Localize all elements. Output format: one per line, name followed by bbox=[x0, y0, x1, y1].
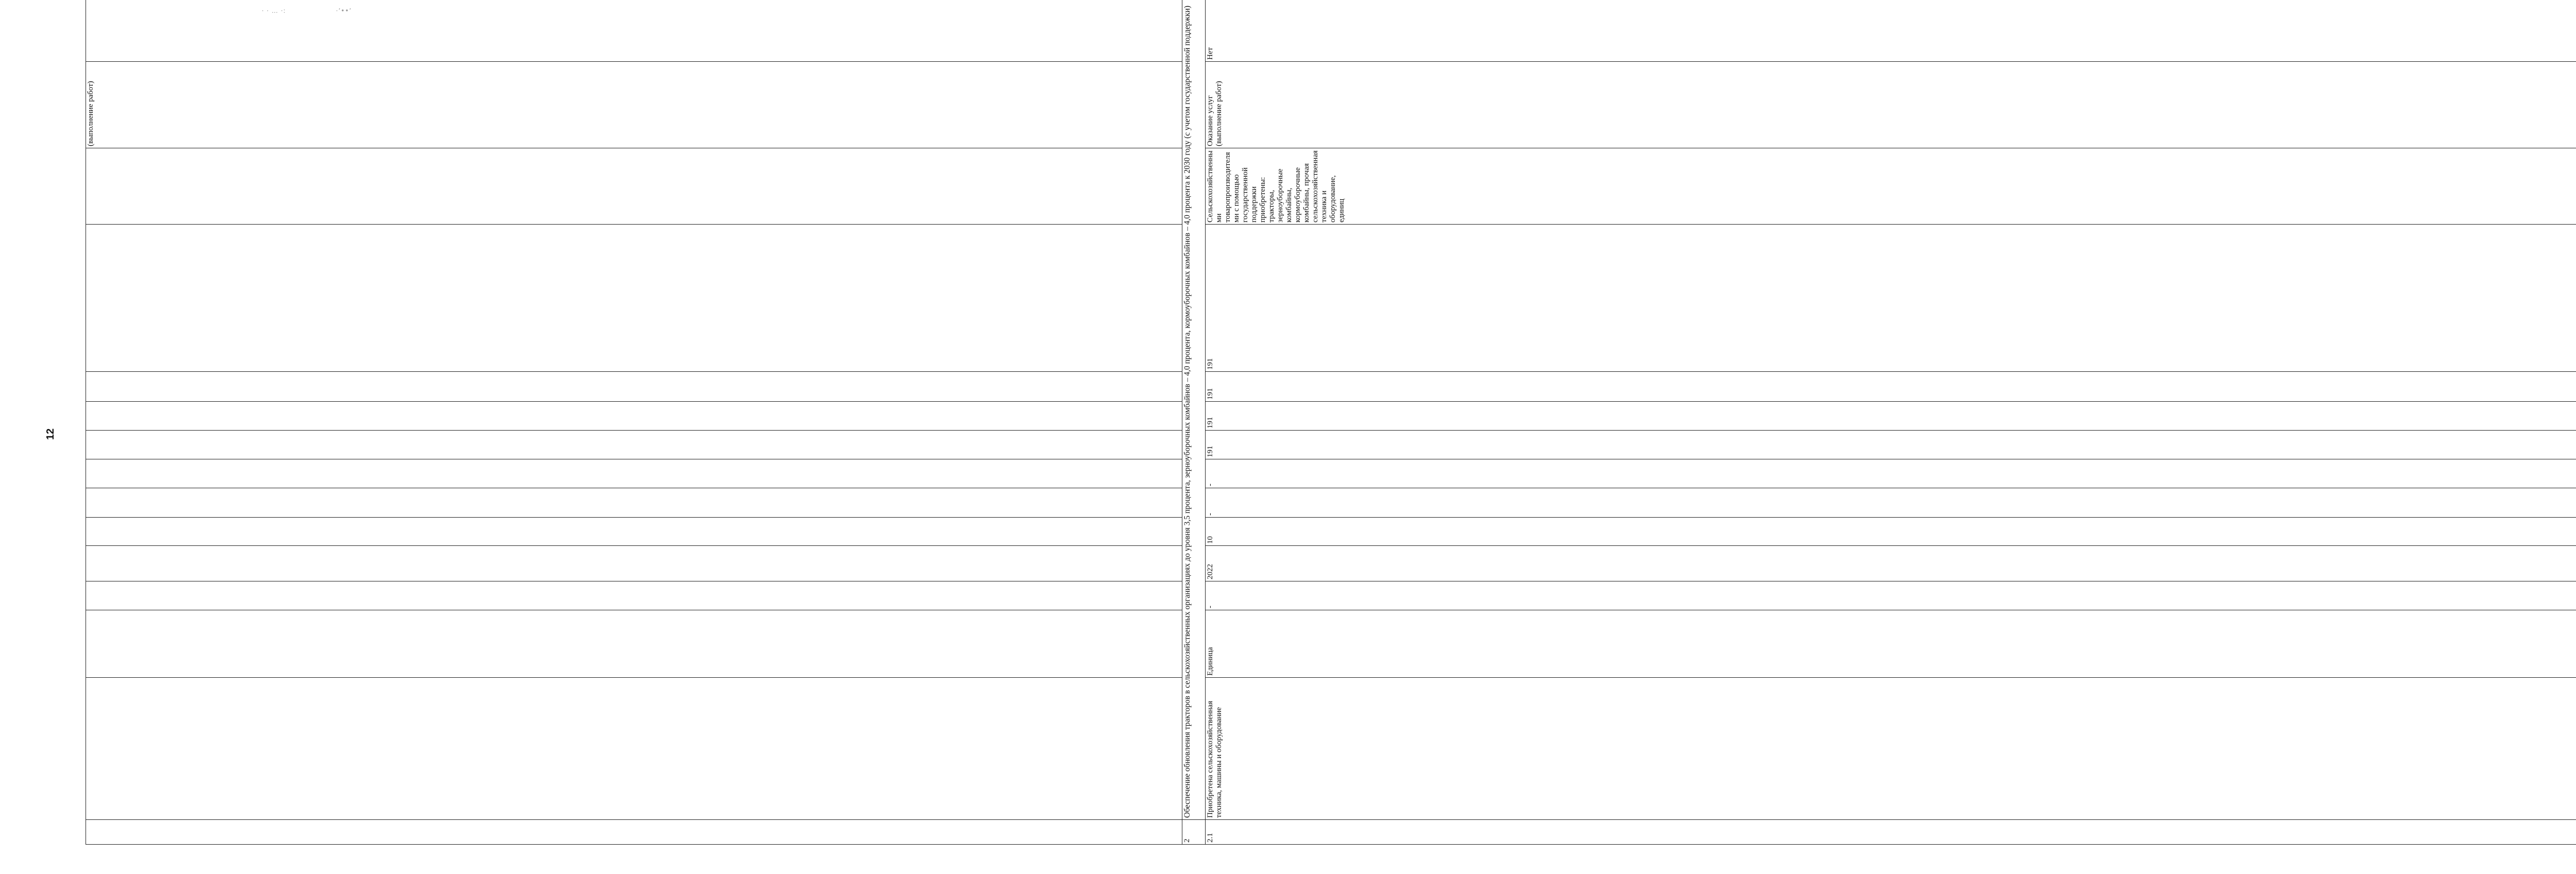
prev-cell-type: (выполнение работ) bbox=[86, 62, 1182, 148]
prev-cell-name bbox=[86, 678, 1182, 820]
prev-cell-number bbox=[86, 820, 1182, 845]
table-row-continuation bbox=[86, 0, 1182, 845]
prev-cell-value-2 bbox=[86, 488, 1182, 518]
scan-mark-left: · · … ·: bbox=[262, 7, 286, 14]
rotated-table-container bbox=[86, 5, 1346, 845]
scan-mark-right: ·’••’ bbox=[336, 7, 352, 14]
table-row-section bbox=[1182, 0, 1206, 845]
table-row-item bbox=[1206, 0, 2576, 845]
program-table bbox=[86, 0, 2576, 845]
item-value-2: - bbox=[1206, 488, 2576, 518]
item-number: 2.1 bbox=[1206, 820, 2576, 845]
item-value-7: 191 bbox=[1206, 225, 2576, 372]
item-value-3: - bbox=[1206, 459, 2576, 488]
prev-cell-value-3 bbox=[86, 459, 1182, 488]
item-value-5: 191 bbox=[1206, 402, 2576, 431]
prev-cell-base-value bbox=[86, 581, 1182, 610]
prev-cell-base-year bbox=[86, 546, 1182, 581]
item-type: Оказание услуг (выполнение работ) bbox=[1206, 62, 2576, 148]
prev-cell-unit bbox=[86, 610, 1182, 678]
item-characteristic: Сельскохозяйственными товаропроизводителями с помощью государственной поддержки приобретены: тракторы, зерноуборочные комбайны, кормоуборочные комбайны, прочая сельскохозяйственная техника и оборудование, единиц bbox=[1206, 148, 2576, 225]
prev-cell-value-6 bbox=[86, 372, 1182, 402]
prev-cell-flag bbox=[86, 0, 1182, 62]
prev-cell-value-5 bbox=[86, 402, 1182, 431]
section-title: Обеспечение обновления тракторов в сельскохозяйственных организациях до уровня 3,5 процента, зерноуборочных комбайнов – 4,0 процента, кормоуборочных комбайнов – 4,0 процента к 2030 году (с учетом государственной поддержки) bbox=[1182, 0, 1206, 820]
item-value-4: 191 bbox=[1206, 431, 2576, 459]
section-number: 2 bbox=[1182, 820, 1206, 845]
item-value-1: 10 bbox=[1206, 518, 2576, 546]
item-name: Приобретена сельскохозяйственная техника, машины и оборудование bbox=[1206, 678, 2576, 820]
item-unit: Единица bbox=[1206, 610, 2576, 678]
item-flag: Нет bbox=[1206, 0, 2576, 62]
rotated-table-frame bbox=[86, 5, 1346, 845]
item-base-value: - bbox=[1206, 581, 2576, 610]
prev-cell-value-7 bbox=[86, 225, 1182, 372]
prev-cell-characteristic bbox=[86, 148, 1182, 225]
page-number: 12 bbox=[45, 428, 56, 440]
prev-cell-value-1 bbox=[86, 518, 1182, 546]
item-base-year: 2022 bbox=[1206, 546, 2576, 581]
prev-cell-value-4 bbox=[86, 431, 1182, 459]
item-value-6: 191 bbox=[1206, 372, 2576, 402]
